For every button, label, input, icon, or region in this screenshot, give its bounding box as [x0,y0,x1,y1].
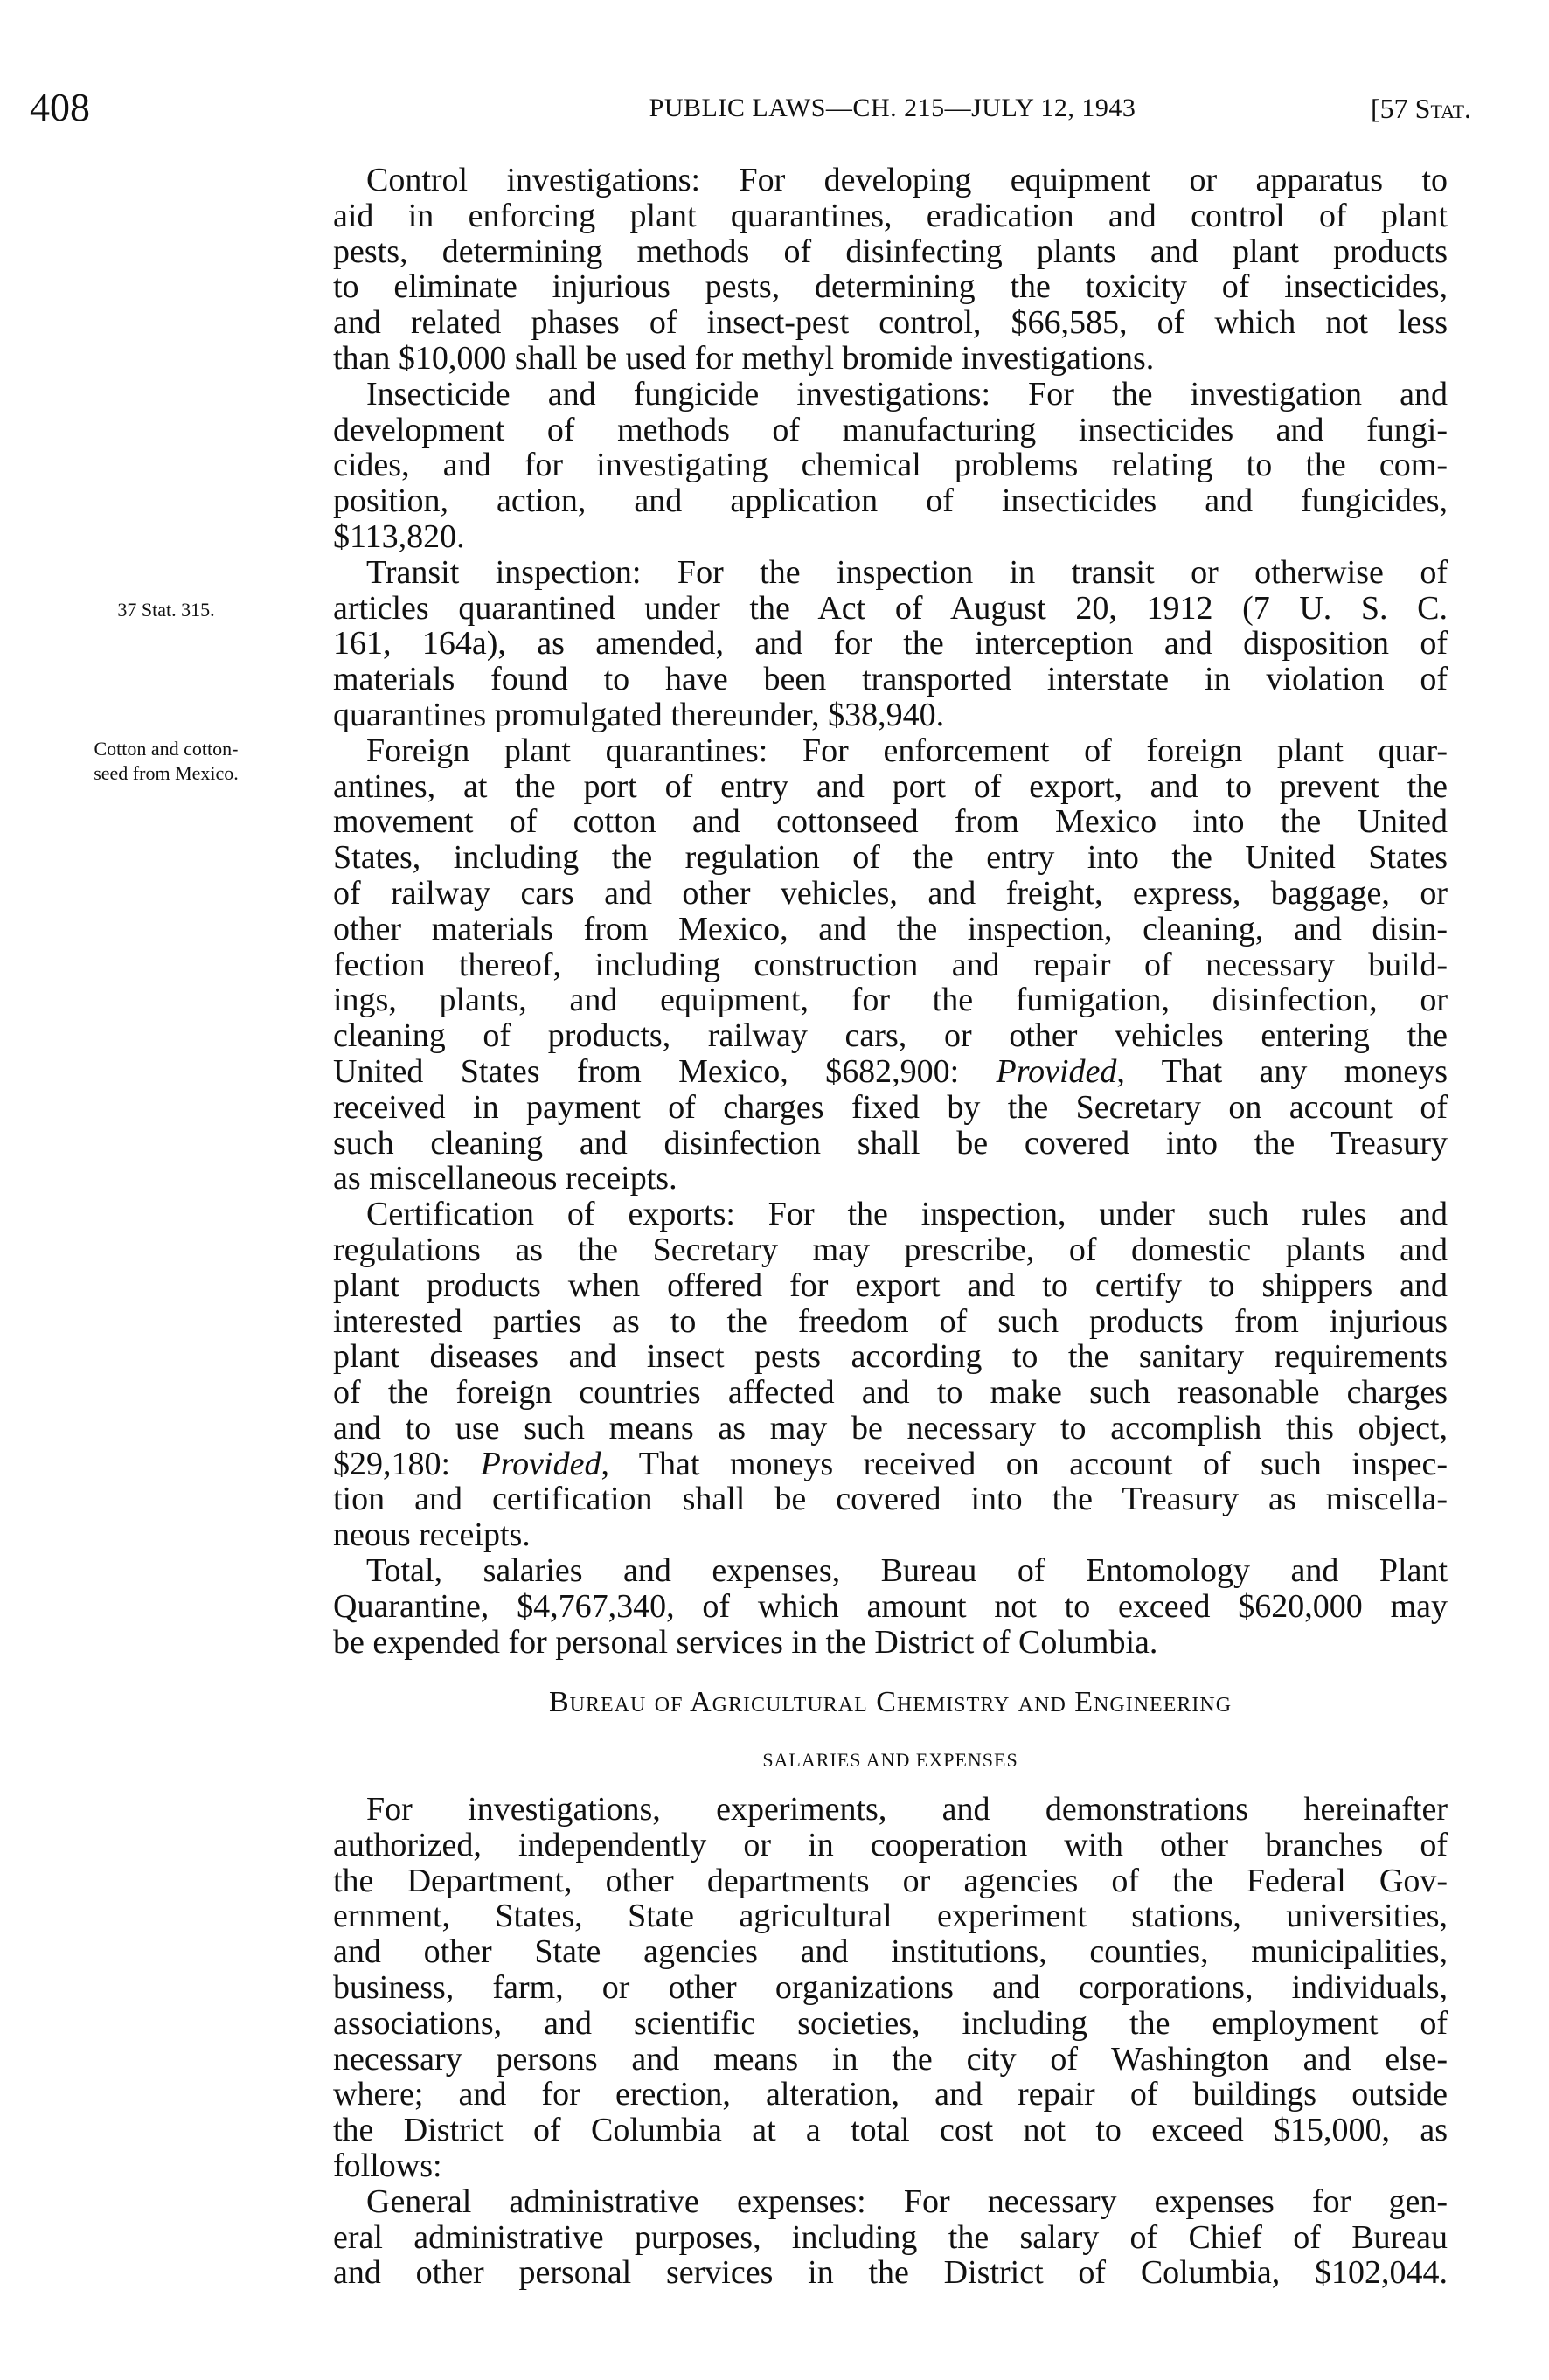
text-line: to eliminate injurious pests, determining the toxicity of insecticides, [333,268,1448,306]
section-subheading: SALARIES AND EXPENSES [762,1749,1018,1771]
text-line: Certification of exports: For the inspection, under such rules and [366,1196,1448,1233]
text-line: 161, 164a), as amended, and for the interception and disposition of [333,625,1448,663]
text-line: movement of cotton and cottonseed from Mexico into the United [333,803,1448,841]
paragraph [333,733,1448,1197]
text-line: received in payment of charges fixed by the Secretary on account of [333,1088,1448,1126]
text-line: fection thereof, including construction and repair of necessary build- [333,946,1448,983]
margin-note-line: 37 Stat. 315. [117,599,215,621]
paragraph [333,1197,1448,1553]
volume-reference [1371,91,1471,126]
text-line: tion and certification shall be covered into the Treasury as miscella- [333,1481,1448,1518]
margin-note-statute [35,598,297,622]
text-line: For investigations, experiments, and demonstrations hereinafter [366,1791,1448,1828]
text-line: ernment, States, State agricultural experiment stations, universities, [333,1898,1448,1935]
paragraph [333,1553,1448,1660]
margin-note-line: seed from Mexico. [94,762,239,784]
text-line: than $10,000 shall be used for methyl bromide investigations. [333,339,1155,377]
text-line: neous receipts. [333,1516,531,1554]
italic-text: Provided [480,1445,601,1482]
italic-text: Provided [996,1052,1117,1090]
text-line: General administrative expenses: For necessary expenses for gen- [366,2182,1448,2220]
text-line: follows: [333,2147,442,2184]
running-title: PUBLIC LAWS—CH. 215—JULY 12, 1943 [649,94,1136,122]
text-line: of railway cars and other vehicles, and freight, express, baggage, or [333,874,1448,912]
text-line: antines, at the port of entry and port of export, and to prevent the [333,767,1448,805]
text-line: business, farm, or other organizations and corporations, individuals, [333,1968,1448,2006]
text-line: aid in enforcing plant quarantines, eradication and control of plant [333,197,1448,234]
volume-reference-stat: Stat. [1414,93,1472,124]
text-line: pests, determining methods of disinfecting plants and plant products [333,232,1448,270]
paragraph [333,1792,1448,2184]
text-line: Quarantine, $4,767,340, of which amount not to exceed $620,000 may [333,1587,1448,1625]
body-text-top [333,163,1448,1660]
text-line: position, action, and application of insecticides and fungicides, [333,482,1448,520]
text-line: Control investigations: For developing equipment or apparatus to [366,162,1448,198]
text-line: where; and for erection, alteration, and repair of buildings outside [333,2076,1448,2113]
paragraph [333,163,1448,377]
text-line: Foreign plant quarantines: For enforcement of foreign plant quar- [366,732,1448,769]
text-segment: United States from Mexico, $682,900: [333,1052,997,1090]
margin-note-cotton [35,737,297,786]
text-line: quarantines promulgated thereunder, $38,940. [333,696,945,733]
text-line: interested parties as to the freedom of such products from injurious [333,1302,1448,1340]
text-line: of the foreign countries affected and to make such reasonable charges [333,1374,1448,1412]
paragraph [333,555,1448,733]
text-line: the District of Columbia at a total cost not to exceed $15,000, as [333,2112,1448,2149]
text-line: associations, and scientific societies, including the employment of [333,2004,1448,2042]
text-line: development of methods of manufacturing insecticides and fungi- [333,411,1448,448]
text-segment: $29,180: [333,1445,481,1482]
text-line: Insecticide and fungicide investigations: For the investigation and [366,375,1448,413]
text-line: authorized, independently or in cooperation with other branches of [333,1826,1448,1863]
section-heading: Bureau of Agricultural Chemistry and Engineering [548,1686,1233,1718]
text-line: Total, salaries and expenses, Bureau of Entomology and Plant [366,1552,1448,1590]
text-line: $113,820. [333,517,465,555]
body-text-bottom [333,1792,1448,2291]
text-line: be expended for personal services in the District of Columbia. [333,1623,1158,1661]
text-line: the Department, other departments or agencies of the Federal Gov- [333,1862,1448,1899]
text-segment: , That any moneys [1116,1052,1448,1090]
text-line: and to use such means as may be necessary to accomplish this object, [333,1409,1448,1447]
text-line: as miscellaneous receipts. [333,1160,677,1197]
text-line [333,1447,1448,1482]
text-line: ings, plants, and equipment, for the fumigation, disinfection, or [333,982,1448,1019]
text-line: eral administrative purposes, including the salary of Chief of Bureau [333,2218,1448,2256]
text-segment: , That moneys received on account of such inspec- [601,1445,1448,1482]
margin-note-line: Cotton and cotton- [94,738,239,760]
text-line: cleaning of products, railway cars, or other vehicles entering the [333,1017,1448,1055]
text-line: such cleaning and disinfection shall be covered into the Treasury [333,1124,1448,1162]
text-line: Transit inspection: For the inspection in transit or otherwise of [366,553,1448,591]
paragraph [333,2184,1448,2291]
page-number: 408 [30,85,90,129]
text-line: necessary persons and means in the city of Washington and else- [333,2040,1448,2078]
text-line: cides, and for investigating chemical problems relating to the com- [333,447,1448,484]
text-line: States, including the regulation of the entry into the United States [333,839,1448,877]
text-line: plant products when offered for export and to certify to shippers and [333,1266,1448,1304]
paragraph [333,377,1448,555]
text-line [333,1054,1448,1090]
volume-reference-number: [57 [1371,93,1415,124]
text-line: other materials from Mexico, and the inspection, cleaning, and disin- [333,910,1448,947]
text-line: and other State agencies and institutions, counties, municipalities, [333,1933,1448,1971]
text-line: materials found to have been transported interstate in violation of [333,661,1448,698]
text-line: plant diseases and insect pests according to the sanitary requirements [333,1338,1448,1376]
text-line: and other personal services in the District of Columbia, $102,044. [333,2254,1448,2292]
text-line: articles quarantined under the Act of August 20, 1912 (7 U. S. C. [333,589,1448,627]
text-line: and related phases of insect-pest control, $66,585, of which not less [333,304,1448,342]
text-line: regulations as the Secretary may prescribe, of domestic plants and [333,1231,1448,1268]
